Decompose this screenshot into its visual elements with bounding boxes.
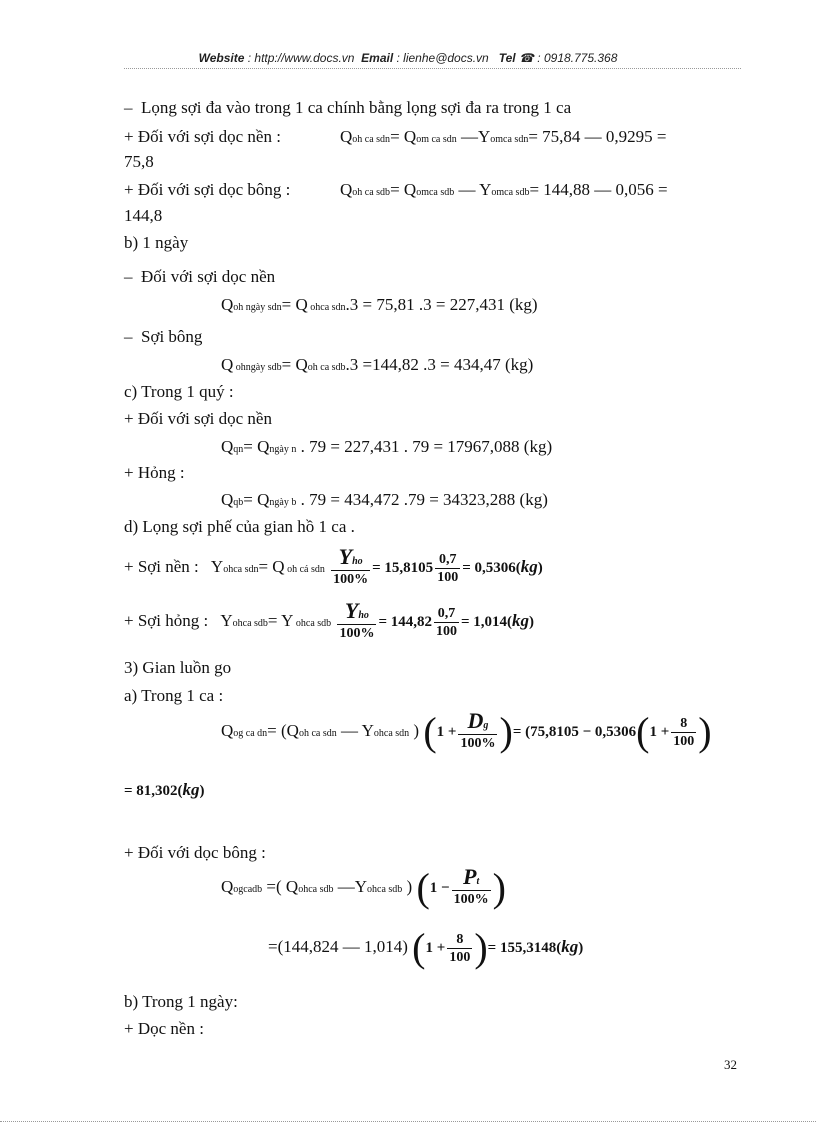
- fraction: $\frac{Pt}{100\%}$: [453, 864, 489, 907]
- tel-label: Tel: [498, 51, 516, 65]
- formula-22: = 81,302(kg): [124, 780, 205, 799]
- email-address[interactable]: : lienhe@docs.vn: [396, 51, 489, 65]
- line-26: b) Trong 1 ngày:: [124, 992, 238, 1011]
- header-rule: [124, 68, 741, 69]
- fraction: $\frac{Dg}{100\%}$: [460, 708, 496, 751]
- tel-number: : 0918.775.368: [537, 51, 618, 65]
- fraction: $\frac{\text{Yho}}{100\%}$: [333, 544, 369, 587]
- dash-bullet: –: [124, 98, 141, 117]
- formula-10: Q ohngày sdb= Qoh ca sdb.3 =144,82 .3 = 434,47 (kg): [221, 355, 534, 374]
- line-20: a) Trong 1 ca :: [124, 686, 224, 705]
- page-header: [0, 51, 816, 65]
- line-7: – Đối với sợi dọc nền: [124, 267, 276, 286]
- formula-18: + Sợi hỏng : Yohca sdb= Y ohca sdb $\frac{\text{Yho}}{100\%}$ = 144,82 $\frac{0,7}{100}$ = 1,014(kg): [124, 598, 535, 641]
- line-27: + Dọc nền :: [124, 1019, 204, 1038]
- website-url[interactable]: : http://www.docs.vn: [247, 51, 355, 65]
- formula-21: Qog ca dn= (Qoh ca sdn — Yohca sdn ) (1 + $\frac{Dg}{100\%}$ )= (75,8105 − 0,5306(1 + $\frac{8}{100}$ ): [221, 708, 712, 754]
- formula-13: Qqn= Qngày n . 79 = 227,431 . 79 = 17967,088 (kg): [221, 437, 553, 456]
- fraction: $\frac{\text{Yho}}{100\%}$: [339, 598, 375, 641]
- email-label: Email: [361, 51, 394, 65]
- formula-25: =(144,824 — 1,014) (1 + $\frac{8}{100}$ )= 155,3148(kg): [268, 925, 584, 970]
- line-12: + Đối với sợi dọc nền: [124, 409, 272, 428]
- line-19: 3) Gian luồn go: [124, 658, 232, 677]
- formula-17: + Sợi nền : Yohca sdn= Q oh cá sdn $\frac{\text{Yho}}{100\%}$ = 15,8105 $\frac{0,7}{100}$ = 0,5306(kg): [124, 544, 543, 587]
- line-1: – Lọng sợi đa vào trong 1 ca chính bằng lọng sợi đa ra trong 1 ca: [124, 98, 572, 117]
- dash-bullet: –: [124, 267, 141, 286]
- line-4a: + Đối với sợi dọc bông :: [124, 180, 291, 199]
- formula-2b: Qoh ca sdn= Qom ca sdn —Yomca sdn= 75,84 — 0,9295 =: [340, 127, 667, 146]
- formula-4b: Qoh ca sdb= Qomca sdb — Yomca sdb= 144,88 — 0,056 =: [340, 180, 668, 199]
- line-16: d) Lọng sợi phế của gian hồ 1 ca .: [124, 517, 355, 536]
- line-14: + Hỏng :: [124, 463, 185, 482]
- fraction: $\frac{0,7}{100}$: [436, 605, 457, 639]
- line-11: c) Trong 1 quý :: [124, 382, 234, 401]
- fraction: $\frac{0,7}{100}$: [437, 551, 459, 585]
- phone-icon: ☎: [519, 51, 534, 65]
- line-2a: + Đối với sợi dọc nền :: [124, 127, 281, 146]
- fraction: $\frac{8}{100}$: [673, 715, 695, 749]
- formula-24: Qogcadb =( Qohca sdb —Yohca sdb ) (1 − $\frac{Pt}{100\%}$ ): [221, 864, 506, 910]
- formula-8: Qoh ngày sdn= Q ohca sdn.3 = 75,81 .3 = 227,431 (kg): [221, 295, 538, 314]
- line-5: 144,8: [124, 206, 163, 225]
- line-6: b) 1 ngày: [124, 233, 189, 252]
- dash-bullet: –: [124, 327, 141, 346]
- line-3: 75,8: [124, 152, 154, 171]
- fraction: $\frac{8}{100}$: [449, 931, 471, 965]
- page-number: 32: [724, 1057, 737, 1072]
- line-23: + Đối với dọc bông :: [124, 843, 266, 862]
- footer-rule: [0, 1121, 816, 1122]
- formula-15: Qqb= Qngày b . 79 = 434,472 .79 = 34323,288 (kg): [221, 490, 548, 509]
- line-9: – Sợi bông: [124, 327, 203, 346]
- website-label: Website: [198, 51, 245, 65]
